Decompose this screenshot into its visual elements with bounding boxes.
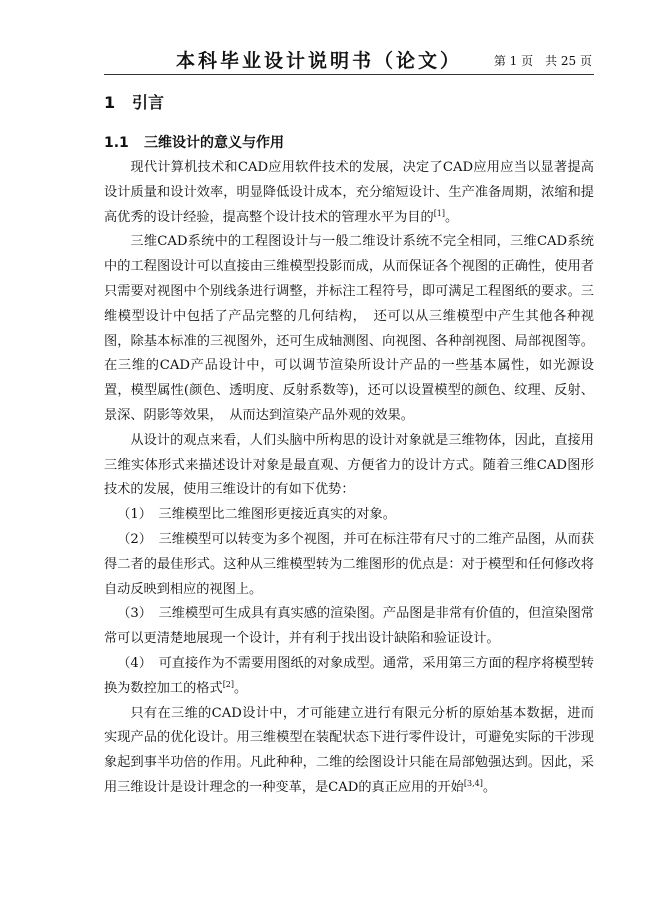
- paragraph: [104, 429, 594, 503]
- chapter-title: 引言: [132, 93, 165, 112]
- list-item: [104, 602, 594, 652]
- section-number: 1.1: [104, 135, 129, 151]
- list-item-text: （2） 三维模型可以转变为多个视图，并可在标注带有尺寸的二维产品图，从而获得二者的最佳形式。这种从三维模型转为二维图形的优点是：对于模型和任何修改将自动反映到相应的视图上。: [104, 531, 594, 597]
- page-indicator: 第 1 页 共 25 页: [493, 54, 592, 68]
- paragraph-text: 现代计算机技术和CAD应用软件技术的发展，决定了CAD应用应当以显著提高设计质量和设计效率，明显降低设计成本，充分缩短设计、生产准备周期，浓缩和提高优秀的设计经验，提高整个设计技术的管理水平为目的: [104, 160, 594, 225]
- citation: [1]: [433, 208, 446, 218]
- paragraph-text: 三维CAD系统中的工程图设计与一般二维设计系统不完全相同，三维CAD系统中的工程图设计可以直接由三维模型投影而成，从而保证各个视图的正确性，使用者只需要对视图中个别线条进行调整，并标注工程符号，即可满足工程图纸的要求。三维模型设计中包括了产品完整的几何结构， 还可以从三维模型中产生其他各种视图，除基本标准的三视图外，还可生成轴测图、向视图、各种剖视图、局部视图等。在三维的CAD产品设计中，可以调节渲染所设计产品的一些基本属性，如光源设置，模型属性(颜色、透明度、反射系数等)，还可以设置模型的颜色、纹理、反射、景深、阴影等效果， 从而达到渲染产品外观的效果。: [104, 234, 594, 423]
- section-heading: [104, 132, 284, 152]
- paragraph: 只有在三维的CAD设计中，才可能建立进行有限元分析的原始基本数据，进而实现产品的优化设计。用三维模型在装配状态下进行零件设计，可避免实际的干涉现象起到事半功倍的作用。凡此种种，二维的绘图设计只能在局部勉强达到。因此，采用三维设计是设计理念的一种变革，是CAD的真正应用的开始[3,4]。: [104, 705, 594, 795]
- paragraph-text: 从设计的观点来看，人们头脑中所构思的设计对象就是三维物体，因此，直接用三维实体形式来描述设计对象是最直观、方便省力的设计方式。随着三维CAD图形技术的发展，使用三维设计的有如下优势：: [104, 432, 594, 498]
- list-item-text: （3） 三维模型可生成具有真实感的渲染图。产品图是非常有价值的，但渲染图常常可以更清楚地展现一个设计，并有利于找出设计缺陷和验证设计。: [104, 606, 594, 647]
- paragraph-text: 只有在三维的CAD设计中，才可能建立进行有限元分析的原始基本数据，进而实现产品的优化设计。用三维模型在装配状态下进行零件设计，可避免实际的干涉现象起到事半功倍的作用。凡此种种，二维的绘图设计只能在局部勉强达到。因此，采用三维设计是设计理念的一种变革，是CAD的真正应用的开始: [104, 705, 594, 795]
- list-item: [104, 528, 594, 602]
- list-item-text: （4） 可直接作为不需要用图纸的对象成型。通常，采用第三方面的程序将模型转换为数控加工的格式: [104, 655, 594, 696]
- list-item: [104, 503, 594, 528]
- chapter-number: 1: [104, 93, 116, 112]
- chapter-heading: [104, 90, 164, 113]
- page-header: [104, 46, 594, 75]
- paragraph: 现代计算机技术和CAD应用软件技术的发展，决定了CAD应用应当以显著提高设计质量和设计效率，明显降低设计成本，充分缩短设计、生产准备周期，浓缩和提高优秀的设计经验，提高整个设计技术的管理水平为目的[1]。: [104, 160, 594, 225]
- citation: [3,4]: [463, 778, 483, 788]
- body-text: [104, 156, 594, 801]
- document-title: 本科毕业设计说明书（论文）: [176, 50, 463, 72]
- list-item: （4） 可直接作为不需要用图纸的对象成型。通常，采用第三方面的程序将模型转换为数控加工的格式[2]。: [104, 655, 594, 696]
- list-item-text: （1） 三维模型比二维图形更接近真实的对象。: [117, 507, 396, 523]
- section-title: 三维设计的意义与作用: [144, 135, 284, 151]
- paragraph: [104, 230, 594, 428]
- citation: [2]: [222, 679, 235, 689]
